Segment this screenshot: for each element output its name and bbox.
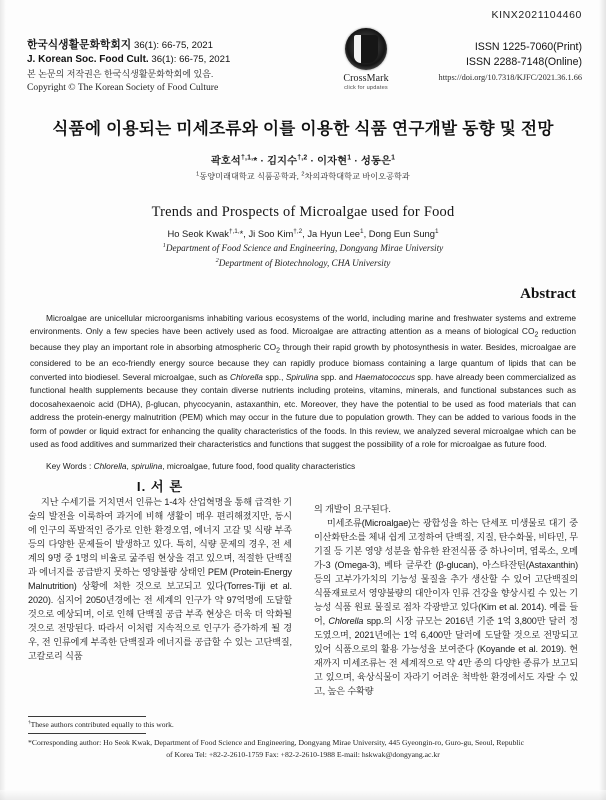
issn-block xyxy=(439,40,582,82)
journal-korean-line xyxy=(27,38,230,53)
footnote-equal-contribution: †These authors contributed equally to this work. xyxy=(28,719,174,729)
authors-english: Ho Seok Kwak$^{\dagger,1,}$*, Ji Soo Kim$^{\dagger,2}$, Ja Hyun Lee$^1$, Dong Eun Sung$^1$ xyxy=(167,227,439,239)
doi-link[interactable]: https://doi.org/10.7318/KJFC/2021.36.1.66 xyxy=(438,72,582,82)
scan-edge-bottom xyxy=(0,790,606,800)
authors-korean: 곽호석$^{\dagger,1,}$* · 김지수$^{\dagger,2}$ · 이자현$^1$ · 성동은$^1$ xyxy=(210,154,396,167)
section-heading-introduction: I. 서 론 xyxy=(136,479,184,494)
footnote-corresponding-author xyxy=(28,737,578,760)
page-header xyxy=(0,0,606,108)
right-column-paragraph-2: 미세조류(Microalgae)는 광합성을 하는 단세포 미생물로 대기 중 이산화탄소를 체내 쉽게 고정하여 단백질, 지질, 탄수화물, 비타민, 무기질 등 기본 영양 성분을 함유한 완전식품 중 하나이며, 엽록소, 오메가-3 (Omega-3), 베타 글루칸 (β-glucan), 아스타잔틴(Astaxanthin) 등의 고부가가치의 기능성 물질을 추가 생산할 수 있어 고단백질의 식품재료로서 영양불량의 대안이자 인류 건강을 향상시킬 수 있는 기능성 식품 원료 물질로 점차 각광받고 있다(Kim et al. 2014). 예를 들어, Chlorella spp.의 시장 규모는 2016년 기준 1억 3,800만 달러 정도였으며, 2021년에는 1억 6,400만 달러에 도달할 것으로 전망되고 있어 식품으로의 활용 가능성을 보여준다 (Koyande et al. 2019). 현재까지 미세조류는 전 세계적으로 약 4만 종의 다양한 종류가 보고되고 있으며, 육상식물이 자라기 어려운 척박한 환경에서도 자랄 수 있고, 높은 수확량 xyxy=(314,518,578,696)
issn-print: ISSN 1225-7060(Print) xyxy=(474,41,582,53)
column-top-spacer xyxy=(314,472,578,502)
affiliation-english-2: $^2$Department of Biotechnology, CHA University xyxy=(215,257,391,269)
footnote-area xyxy=(28,716,578,760)
crossmark-sublabel: click for updates xyxy=(344,85,388,91)
crossmark-icon xyxy=(345,28,387,70)
paper-title-english: Trends and Prospects of Microalgae used for Food xyxy=(151,203,455,220)
abstract-text: Microalgae are unicellular microorganisms inhabiting various ecosystems of the world, including marine and freshwater systems and extreme environments. Only a few species have been actively used as food. Microalgae are attracting attention as a means of biological $CO_2$ reduction because they play an important role in absorbing atmospheric $CO_2$ through their rapid growth by photosynthesis in water. Besides, microalgae are considered to be an eco-friendly energy source because they can rapidly produce biomass containing a large quantum of lipids that can be converted into biodiesel. Several microalgae, such as Chlorella spp., Spirulina spp. and Haematococcus spp. have already been commercialized as functional health supplements because they contain diverse nutrients including proteins, vitamins, minerals, and functional substances such as docosahexaenoic acid (DHA), β-glucan, phycocyanin, astaxanthin, etc. Moreover, they have the potential to be used as food materials that can address the protein-energy malnutrition (PEM) which may occur in the future due to population growth. They can be added to various foods in the form of powder or liquid extract for enhancing the quality characteristics of the foods. In this review, we analyzed several microalgae which can be used as food additives and summarized their characteristics and functions that suggest the possibility of a role for microalgae as future food. xyxy=(30,312,576,450)
body-column-right xyxy=(314,472,578,698)
affiliation-english-1: $^1$Department of Food Science and Engineering, Dongyang Mirae University xyxy=(162,241,444,253)
paper-title-korean: 식품에 이용되는 미세조류와 이를 이용한 식품 연구개발 동향 및 전망 xyxy=(52,119,554,138)
journal-citation-english: 36(1): 66-75, 2021 xyxy=(151,54,231,66)
kinx-identifier: KINX2021104460 xyxy=(491,9,582,21)
journal-name-korean: 한국식생활문화학회지 xyxy=(27,39,132,51)
affiliations-korean: $^1$동양미래대학교 식품공학과, $^2$차의과학대학교 바이오공학과 xyxy=(196,170,410,181)
journal-english-line xyxy=(27,53,230,67)
abstract-heading: Abstract xyxy=(520,285,576,302)
crossmark-badge[interactable] xyxy=(330,28,402,91)
journal-citation-korean: 36(1): 66-75, 2021 xyxy=(134,40,213,51)
body-columns xyxy=(0,472,606,698)
corresponding-line-1: *Corresponding author: Ho Seok Kwak, Department of Food Science and Engineering, Dongyang Mirae University, 445 Gyeongin-ro, Guro-gu, Seoul, Republic xyxy=(28,738,525,747)
issn-online: ISSN 2288-7148(Online) xyxy=(465,56,582,69)
footnote-rule-top xyxy=(28,716,146,717)
copyright-korean: 본 논문의 저작권은 한국식생활문화학회에 있음. xyxy=(27,68,214,79)
left-column-paragraph: 지난 수세기를 거치면서 인류는 1-4차 산업혁명을 통해 급격한 기술의 발전을 이룩하여 과거에 비해 생활이 매우 편리해졌지만, 동시에 인구의 폭발적인 증가로 인한 환경오염, 에너지 고갈 및 식량 부족 등의 다양한 문제들이 발생하고 있다. 특히, 식량 문제의 경우, 전 세계의 9명 중 1명의 비율로 굶주림 현상을 겪고 있으며, 적절한 단백질과 에너지를 공급받지 못하는 영양불량 상태인 PEM (Protein-Energy Malnutrition) 상황에 처한 것으로 보고되고 있다(Torres-Tiji et al. 2020). 심지어 2050년경에는 전 세계의 인구가 약 97억명에 도달할 것으로 예상되며, 이로 인해 단백질 공급 부족 현상은 더욱 더 악화될 것으로 전망된다. 따라서 이처럼 지속적으로 인구가 증가하게 될 경우, 전 인류에게 부족한 단백질과 에너지를 공급할 수 있는 고단백질, 고칼로리 식품 xyxy=(28,497,292,661)
right-column-paragraph-1: 의 개발이 요구된다. xyxy=(314,504,391,514)
footnote-rule-bottom xyxy=(28,733,146,734)
corresponding-line-2: of Korea Tel: +82-2-2610-1759 Fax: +82-2-2610-1988 E-mail: hskwak@dongyang.ac.kr xyxy=(166,749,440,759)
copyright-english: Copyright © The Korean Society of Food Culture xyxy=(27,81,219,93)
body-column-left xyxy=(28,472,292,698)
journal-masthead xyxy=(27,38,230,95)
crossmark-label: CrossMark xyxy=(343,73,389,84)
journal-name-english: J. Korean Soc. Food Cult. xyxy=(27,54,149,66)
keywords: Key Words : Chlorella, spirulina, microalgae, future food, food quality characteristics xyxy=(46,460,356,471)
